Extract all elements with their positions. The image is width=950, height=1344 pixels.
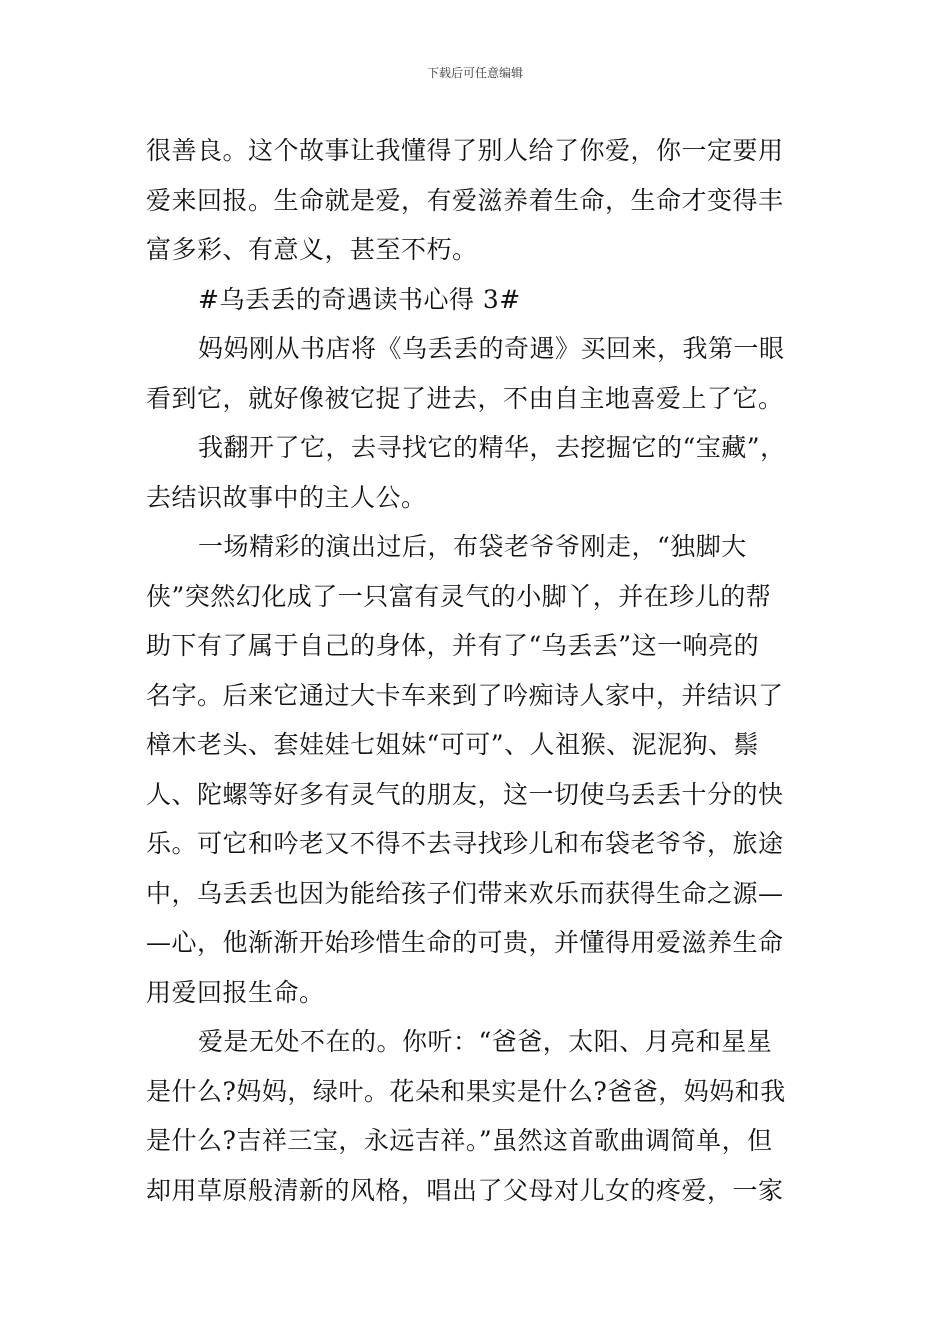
text-line: 却用草原般清新的风格，唱出了父母对儿女的疼爱，一家 [146, 1175, 784, 1205]
text-line: 去结识故事中的主人公。 [146, 482, 427, 512]
text-line: 富多彩、有意义，甚至不朽。 [146, 235, 478, 264]
text-line: 乐。可它和吟老又不得不去寻找珍儿和布袋老爷爷，旅途 [146, 829, 784, 858]
text-line: 名字。后来它通过大卡车来到了吟痴诗人家中，并结识了 [146, 680, 784, 710]
text-line: —心，他渐渐开始珍惜生命的可贵，并懂得用爱滋养生命 [146, 928, 784, 957]
section-heading: #乌丢丢的奇遇读书心得 3# [198, 284, 521, 314]
text-line: 是什么?吉祥三宝，永远吉祥。”虽然这首歌曲调简单，但 [146, 1126, 773, 1155]
text-line: 是什么?妈妈，绿叶。花朵和果实是什么?爸爸，妈妈和我 [146, 1076, 786, 1106]
text-line: 很善良。这个故事让我懂得了别人给了你爱，你一定要用 [146, 136, 784, 165]
text-line: 助下有了属于自己的身体，并有了“乌丢丢”这一响亮的 [146, 631, 760, 660]
text-line: 我翻开了它，去寻找它的精华，去挖掘它的“宝藏”， [198, 433, 786, 462]
text-line: 人、陀螺等好多有灵气的朋友，这一切使乌丢丢十分的快 [146, 779, 784, 809]
text-line: 中，乌丢丢也因为能给孩子们带来欢乐而获得生命之源— [146, 878, 784, 908]
document-body [146, 126, 811, 1215]
text-line: 爱是无处不在的。你听：“爸爸，太阳、月亮和星星 [198, 1027, 773, 1056]
text-line: 爱来回报。生命就是爱，有爱滋养着生命，生命才变得丰 [146, 185, 784, 215]
header-note: 下载后可任意编辑 [426, 66, 523, 80]
text-line: 樟木老头、套娃娃七姐妹“可可”、人祖猴、泥泥狗、鬃 [146, 730, 760, 759]
text-line: 一场精彩的演出过后，布袋老爷爷刚走，“独脚大 [198, 532, 747, 561]
text-line: 侠”突然幻化成了一只富有灵气的小脚丫，并在珍儿的帮 [146, 581, 772, 611]
text-line: 看到它，就好像被它捉了进去，不由自主地喜爱上了它。 [146, 383, 784, 413]
text-line: 妈妈刚从书店将《乌丢丢的奇遇》买回来，我第一眼 [198, 334, 785, 363]
text-line: 用爱回报生命。 [146, 977, 325, 1007]
